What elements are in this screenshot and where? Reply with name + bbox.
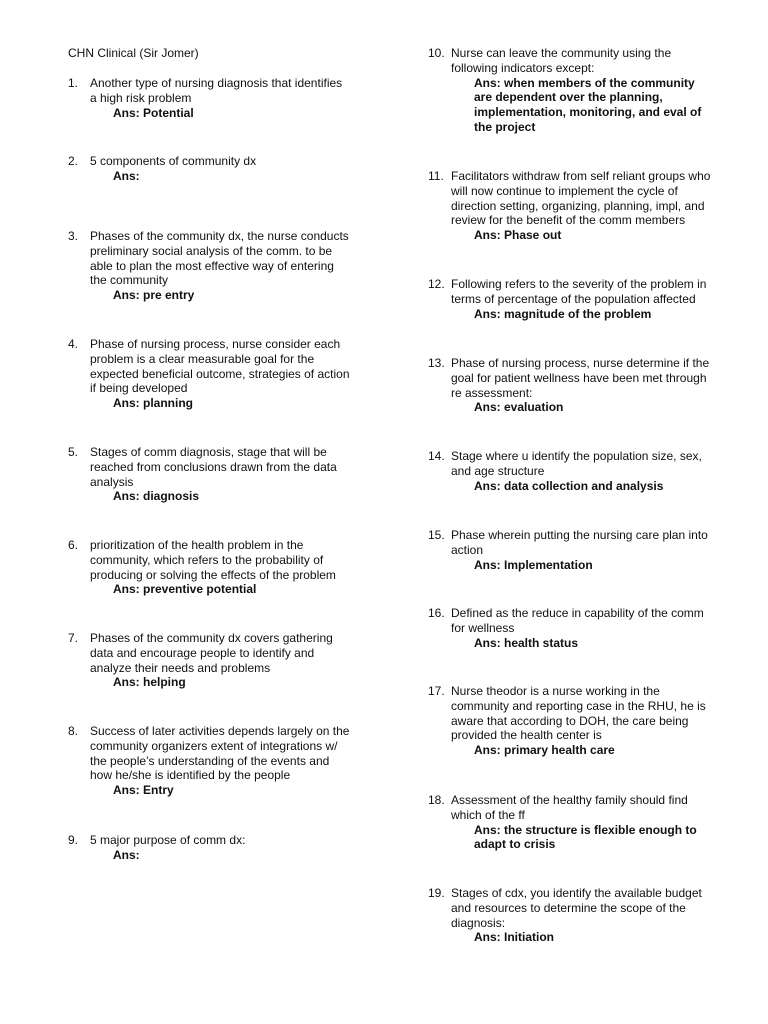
question-item: [68, 154, 368, 184]
question-number: 16.: [428, 606, 445, 620]
question-item: [68, 337, 368, 411]
question-item: [68, 445, 368, 504]
answer-text: Ans: the structure is flexible enough to adapt to crisis: [474, 822, 697, 852]
question-item: [68, 631, 368, 690]
question-number: 8.: [68, 724, 79, 738]
question-number: 11.: [428, 169, 444, 183]
question-text: 5 components of community dx: [90, 154, 257, 168]
question-item: [68, 538, 368, 597]
question-item: [428, 606, 748, 650]
question-number: 13.: [428, 356, 445, 370]
question-text: Stages of cdx, you identify the available budget and resources to determine the scope of the diagnosis:: [451, 886, 702, 930]
question-text: Assessment of the healthy family should find which of the ff: [451, 793, 688, 822]
question-number: 10.: [428, 46, 445, 60]
document-title: CHN Clinical (Sir Jomer): [68, 46, 199, 60]
question-item: [428, 684, 748, 758]
question-item: [68, 76, 368, 120]
answer-text: Ans: Phase out: [474, 228, 562, 243]
question-number: 15.: [428, 528, 445, 542]
question-text: Nurse theodor is a nurse working in the community and reporting case in the RHU, he is aware that according to DOH, the care being provided the health center is: [451, 684, 706, 743]
answer-text: Ans: evaluation: [474, 400, 564, 415]
question-text: prioritization of the health problem in the community, which refers to the probability of producing or solving the effects of the problem: [90, 538, 336, 582]
answer-text: Ans: Potential: [113, 105, 194, 120]
answer-text: Ans: Initiation: [474, 930, 554, 945]
question-item: [428, 793, 748, 852]
answer-text: Ans: when members of the community are dependent over the planning, implementation, monitoring, and eval of the project: [474, 75, 702, 134]
question-number: 6.: [68, 538, 79, 552]
question-text: Phase wherein putting the nursing care plan into action: [451, 528, 708, 557]
question-number: 3.: [68, 229, 79, 243]
question-text: Following refers to the severity of the problem in terms of percentage of the population affected: [451, 277, 707, 306]
question-text: Phase of nursing process, nurse consider each problem is a clear measurable goal for the expected beneficial outcome, strategies of action if being developed: [90, 337, 350, 396]
question-text: Facilitators withdraw from self reliant groups who will now continue to implement the cycle of direction setting, organizing, planning, impl, and review for the benefit of the comm members: [451, 169, 711, 228]
answer-text: Ans: planning: [113, 396, 193, 411]
question-text: Stage where u identify the population size, sex, and age structure: [451, 449, 702, 478]
answer-text: Ans: data collection and analysis: [474, 478, 664, 493]
question-text: Another type of nursing diagnosis that identifies a high risk problem: [90, 76, 343, 105]
question-number: 17.: [428, 684, 445, 698]
question-text: Success of later activities depends largely on the community organizers extent of integrations w/ the people’s understanding of the events and how he/she is identified by the people: [90, 724, 350, 783]
question-number: 9.: [68, 833, 79, 847]
question-number: 12.: [428, 277, 445, 291]
answer-text: Ans: pre entry: [113, 288, 195, 303]
answer-text: Ans: Implementation: [474, 557, 593, 572]
question-text: Phases of the community dx, the nurse conducts preliminary social analysis of the comm. to be able to plan the most effective way of entering the community: [90, 229, 349, 288]
question-item: [428, 356, 748, 415]
answer-text: Ans:: [113, 168, 140, 183]
question-item: [428, 277, 748, 321]
question-item: [428, 169, 748, 243]
question-text: Phases of the community dx covers gathering data and encourage people to identify and analyze their needs and problems: [90, 631, 333, 675]
question-item: [68, 724, 368, 798]
question-text: Defined as the reduce in capability of the comm for wellness: [451, 606, 704, 635]
question-number: 2.: [68, 154, 79, 168]
question-item: [68, 229, 368, 303]
question-text: Nurse can leave the community using the following indicators except:: [451, 46, 672, 75]
question-text: Stages of comm diagnosis, stage that will be reached from conclusions drawn from the data analysis: [90, 445, 337, 489]
answer-text: Ans: primary health care: [474, 743, 615, 758]
answer-text: Ans: Entry: [113, 783, 174, 798]
answer-text: Ans: preventive potential: [113, 582, 257, 597]
answer-text: Ans: diagnosis: [113, 489, 200, 504]
answer-text: Ans:: [113, 847, 140, 862]
question-item: [428, 886, 748, 945]
question-item: [68, 833, 368, 863]
answer-text: Ans: helping: [113, 675, 186, 690]
question-text: Phase of nursing process, nurse determine if the goal for patient wellness have been met through re assessment:: [451, 356, 710, 400]
question-number: 19.: [428, 886, 445, 900]
question-number: 1.: [68, 76, 79, 90]
question-item: [428, 449, 748, 493]
answer-text: Ans: health status: [474, 635, 579, 650]
question-number: 5.: [68, 445, 79, 459]
answer-text: Ans: magnitude of the problem: [474, 306, 652, 321]
question-number: 4.: [68, 337, 79, 351]
question-number: 18.: [428, 793, 445, 807]
question-number: 14.: [428, 449, 445, 463]
question-text: 5 major purpose of comm dx:: [90, 833, 246, 847]
question-item: [428, 46, 748, 135]
question-item: [428, 528, 748, 572]
question-number: 7.: [68, 631, 79, 645]
